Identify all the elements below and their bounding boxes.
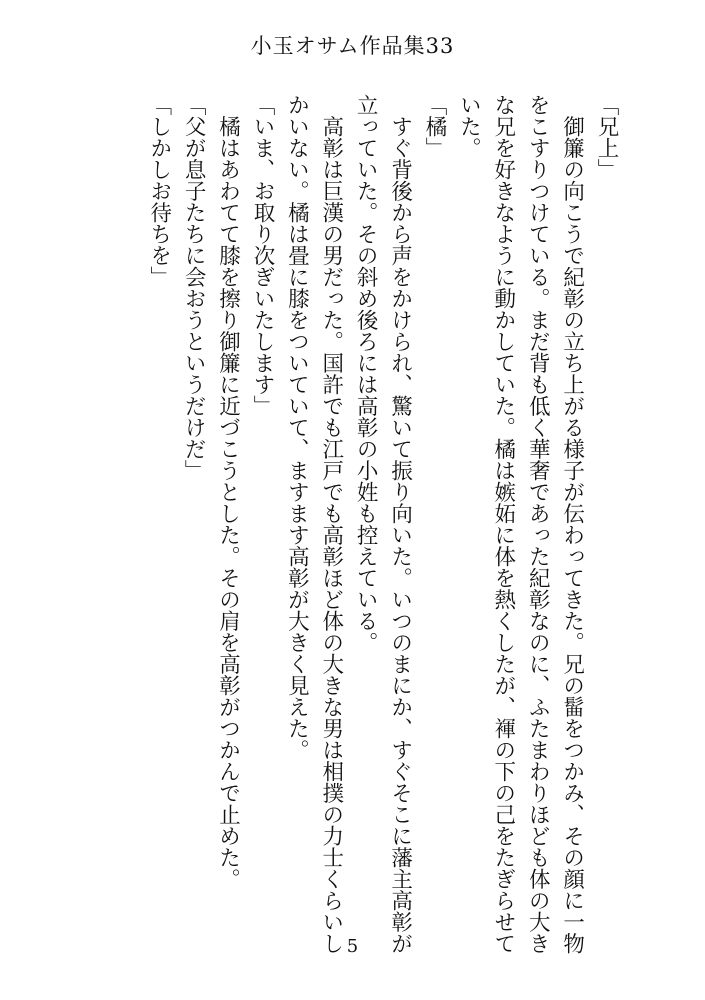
vertical-body-text (141, 94, 623, 954)
text-line: 「父が息子たちに会おうというだけだ」 (181, 94, 207, 481)
text-line: すぐ背後から声をかけられ、驚いて振り向いた。いつのまにか、すぐそこに藩主高彰が (387, 94, 413, 954)
text-line: をこすりつけている。まだ背も低く華奢であった紀彰なのに、ふたまわりほども体の大き (525, 94, 551, 954)
text-line: な兄を好きなように動かしていた。橘は嫉妬に体を熱くしたが、褌の下の己をたぎらせて (490, 94, 516, 954)
text-line: 「橘」 (421, 94, 447, 159)
page-number: 5 (346, 936, 359, 957)
text-line: 「いま、お取り次ぎいたします」 (249, 94, 275, 417)
text-line: 高彰は巨漢の男だった。国許でも江戸でも高彰ほど体の大きな男は相撲の力士くらいし (318, 94, 344, 954)
page-header-title: 小玉オサム作品集33 (250, 34, 455, 58)
text-line: 橘はあわてて膝を擦り御簾に近づこうとした。その肩を高彰がつかんで止めた。 (215, 94, 241, 890)
text-line: 御簾の向こうで紀彰の立ち上がる様子が伝わってきた。兄の髷をつかみ、その顔に一物 (559, 94, 585, 954)
text-line: 「兄上」 (594, 94, 619, 180)
text-line: 「しかしお待ちを」 (146, 94, 172, 288)
text-line: かいない。橘は畳に膝をついていて、ますます高彰が大きく見えた。 (284, 94, 310, 761)
text-line: 立っていた。その斜め後ろには高彰の小姓も控えている。 (353, 94, 379, 653)
text-line: いた。 (456, 94, 482, 159)
